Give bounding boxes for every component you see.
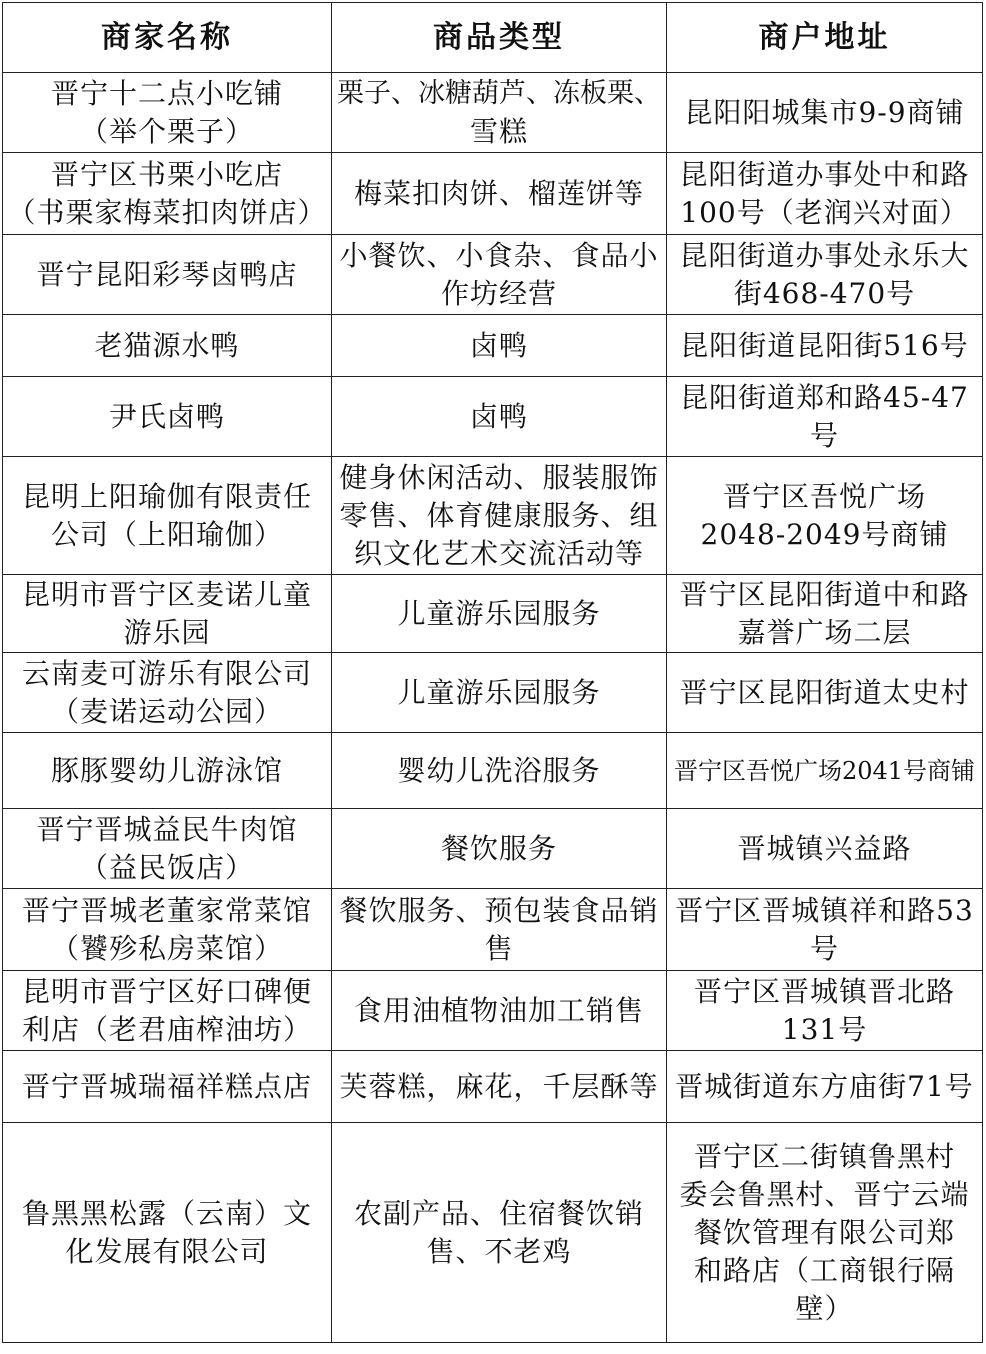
cell-text-line: 芙蓉糕，麻花，千层酥等 bbox=[339, 1069, 659, 1103]
table-row bbox=[3, 235, 983, 315]
cell-text-line: 婴幼儿洗浴服务 bbox=[397, 753, 601, 787]
cell-text-line: 卤鸭 bbox=[469, 399, 528, 433]
merchant-name-cell bbox=[3, 1123, 332, 1343]
cell-text-line: 公司（上阳瑜伽） bbox=[50, 517, 283, 551]
cell-text-line: 零售、体育健康服务、组 bbox=[339, 498, 659, 532]
product-type-cell bbox=[332, 1123, 667, 1343]
table-row bbox=[3, 889, 983, 971]
cell-text-line: （举个栗子） bbox=[79, 114, 254, 148]
cell-text-line: （益民饭店） bbox=[79, 850, 254, 884]
cell-text-line: 利店（老君庙榨油坊） bbox=[21, 1012, 312, 1046]
merchant-name-cell bbox=[3, 315, 332, 377]
table-row bbox=[3, 1123, 983, 1343]
cell-text-line: 晋宁区昆阳街道太史村 bbox=[679, 675, 970, 709]
product-type-cell bbox=[332, 809, 667, 889]
cell-text-line: 街468-470号 bbox=[733, 276, 916, 310]
merchant-name-cell bbox=[3, 653, 332, 733]
merchant-address-cell bbox=[667, 733, 983, 809]
cell-text-line: 晋宁晋城益民牛肉馆 bbox=[36, 812, 298, 846]
cell-text-line: 100号（老润兴对面） bbox=[680, 195, 969, 229]
cell-text-line: 健身休闲活动、服装服饰 bbox=[339, 460, 659, 494]
cell-text-line: （饕殄私房菜馆） bbox=[50, 931, 283, 965]
merchant-address-cell bbox=[667, 889, 983, 971]
cell-text-line: 号 bbox=[809, 418, 839, 452]
table-row bbox=[3, 315, 983, 377]
header-merchant-name: 商家名称 bbox=[3, 3, 332, 73]
table-row bbox=[3, 153, 983, 235]
table-row bbox=[3, 73, 983, 153]
table-row bbox=[3, 457, 983, 575]
cell-text-line: 游乐园 bbox=[123, 615, 211, 649]
merchant-name-cell bbox=[3, 377, 332, 457]
cell-text-line: 委会鲁黑村、晋宁云端 bbox=[679, 1177, 970, 1211]
cell-text-line: 昆阳街道郑和路45-47 bbox=[680, 380, 969, 414]
merchant-address-cell bbox=[667, 377, 983, 457]
cell-text-line: 尹氏卤鸭 bbox=[108, 399, 225, 433]
cell-text-line: 小餐饮、小食杂、食品小 bbox=[339, 238, 659, 272]
cell-text-line: 儿童游乐园服务 bbox=[397, 675, 601, 709]
cell-text-line: 晋宁区二街镇鲁黑村 bbox=[693, 1139, 955, 1173]
table-row bbox=[3, 733, 983, 809]
cell-text-line: 晋宁区昆阳街道中和路 bbox=[679, 577, 970, 611]
cell-text-line: 嘉誉广场二层 bbox=[737, 615, 912, 649]
cell-text-line: （书栗家梅菜扣肉饼店） bbox=[7, 195, 327, 229]
cell-text-line: 晋宁区晋城镇祥和路53 bbox=[675, 893, 974, 927]
cell-text-line: 晋城镇兴益路 bbox=[737, 831, 912, 865]
cell-text-line: 卤鸭 bbox=[469, 328, 528, 362]
cell-text-line: 雪糕 bbox=[469, 114, 528, 148]
merchant-name-cell bbox=[3, 235, 332, 315]
cell-text-line: 昆明市晋宁区麦诺儿童 bbox=[21, 577, 312, 611]
merchant-address-cell bbox=[667, 73, 983, 153]
cell-text-line: 昆阳阳城集市9-9商铺 bbox=[684, 95, 965, 129]
merchant-address-cell bbox=[667, 315, 983, 377]
cell-text-line: 云南麦可游乐有限公司 bbox=[21, 656, 312, 690]
merchant-name-cell bbox=[3, 971, 332, 1051]
product-type-cell bbox=[332, 315, 667, 377]
merchant-name-cell bbox=[3, 457, 332, 575]
product-type-cell bbox=[332, 889, 667, 971]
table-row bbox=[3, 971, 983, 1051]
cell-text-line: 号 bbox=[809, 931, 839, 965]
table-row bbox=[3, 377, 983, 457]
product-type-cell bbox=[332, 377, 667, 457]
cell-text-line: 昆明上阳瑜伽有限责任 bbox=[21, 479, 312, 513]
table-header-row bbox=[3, 3, 983, 73]
header-merchant-address: 商户地址 bbox=[667, 3, 983, 73]
merchant-address-cell bbox=[667, 235, 983, 315]
product-type-cell bbox=[332, 1051, 667, 1123]
cell-text-line: 晋宁晋城瑞福祥糕点店 bbox=[21, 1069, 312, 1103]
cell-text-line: 儿童游乐园服务 bbox=[397, 596, 601, 630]
cell-text-line: 晋宁区吾悦广场2041号商铺 bbox=[673, 756, 976, 785]
cell-text-line: 老猫源水鸭 bbox=[94, 328, 240, 362]
product-type-cell bbox=[332, 235, 667, 315]
cell-text-line: 化发展有限公司 bbox=[65, 1234, 269, 1268]
merchant-name-cell bbox=[3, 575, 332, 653]
cell-text-line: 昆阳街道昆阳街516号 bbox=[680, 328, 969, 362]
cell-text-line: 晋宁十二点小吃铺 bbox=[50, 76, 283, 110]
cell-text-line: 131号 bbox=[781, 1012, 868, 1046]
product-type-cell bbox=[332, 971, 667, 1051]
cell-text-line: 晋城街道东方庙街71号 bbox=[675, 1069, 974, 1103]
table-row bbox=[3, 809, 983, 889]
product-type-cell bbox=[332, 153, 667, 235]
product-type-cell bbox=[332, 73, 667, 153]
product-type-cell bbox=[332, 575, 667, 653]
merchant-address-cell bbox=[667, 575, 983, 653]
merchant-address-cell bbox=[667, 653, 983, 733]
cell-text-line: 昆阳街道办事处中和路 bbox=[679, 157, 970, 191]
merchant-name-cell bbox=[3, 733, 332, 809]
merchant-address-cell bbox=[667, 1051, 983, 1123]
product-type-cell bbox=[332, 457, 667, 575]
cell-text-line: 作坊经营 bbox=[440, 276, 557, 310]
cell-text-line: 2048-2049号商铺 bbox=[700, 517, 949, 551]
table-row bbox=[3, 653, 983, 733]
merchant-name-cell bbox=[3, 1051, 332, 1123]
product-type-cell bbox=[332, 733, 667, 809]
cell-text-line: 农副产品、住宿餐饮销 bbox=[353, 1196, 644, 1230]
cell-text-line: 织文化艺术交流活动等 bbox=[353, 536, 644, 570]
table-row bbox=[3, 575, 983, 653]
product-type-cell bbox=[332, 653, 667, 733]
cell-text-line: 昆明市晋宁区好口碑便 bbox=[21, 974, 312, 1008]
cell-text-line: 售、不老鸡 bbox=[426, 1234, 572, 1268]
cell-text-line: （麦诺运动公园） bbox=[50, 694, 283, 728]
merchant-name-cell bbox=[3, 153, 332, 235]
cell-text-line: 昆阳街道办事处永乐大 bbox=[679, 238, 970, 272]
merchant-address-cell bbox=[667, 153, 983, 235]
cell-text-line: 餐饮管理有限公司郑 bbox=[693, 1215, 955, 1249]
cell-text-line: 豚豚婴幼儿游泳馆 bbox=[50, 753, 283, 787]
cell-text-line: 食用油植物油加工销售 bbox=[353, 993, 644, 1027]
table-row bbox=[3, 1051, 983, 1123]
cell-text-line: 晋宁昆阳彩琴卤鸭店 bbox=[36, 257, 298, 291]
merchant-table bbox=[2, 2, 983, 1343]
cell-text-line: 晋宁区晋城镇晋北路 bbox=[693, 974, 955, 1008]
cell-text-line: 壁） bbox=[795, 1291, 854, 1325]
merchant-name-cell bbox=[3, 889, 332, 971]
cell-text-line: 梅菜扣肉饼、榴莲饼等 bbox=[353, 176, 644, 210]
merchant-name-cell bbox=[3, 73, 332, 153]
cell-text-line: 晋宁晋城老董家常菜馆 bbox=[21, 893, 312, 927]
cell-text-line: 晋宁区吾悦广场 bbox=[722, 479, 926, 513]
merchant-name-cell bbox=[3, 809, 332, 889]
merchant-address-cell bbox=[667, 1123, 983, 1343]
header-product-type: 商品类型 bbox=[332, 3, 667, 73]
cell-text-line: 和路店（工商银行隔 bbox=[693, 1253, 955, 1287]
cell-text-line: 餐饮服务、预包装食品销 bbox=[339, 893, 659, 927]
cell-text-line: 栗子、冰糖葫芦、冻板栗、 bbox=[337, 77, 661, 109]
merchant-address-cell bbox=[667, 457, 983, 575]
merchant-address-cell bbox=[667, 809, 983, 889]
cell-text-line: 售 bbox=[484, 931, 514, 965]
merchant-address-cell bbox=[667, 971, 983, 1051]
table-body bbox=[3, 73, 983, 1343]
cell-text-line: 餐饮服务 bbox=[440, 831, 557, 865]
cell-text-line: 鲁黑黑松露（云南）文 bbox=[21, 1196, 312, 1230]
cell-text-line: 晋宁区书栗小吃店 bbox=[50, 157, 283, 191]
